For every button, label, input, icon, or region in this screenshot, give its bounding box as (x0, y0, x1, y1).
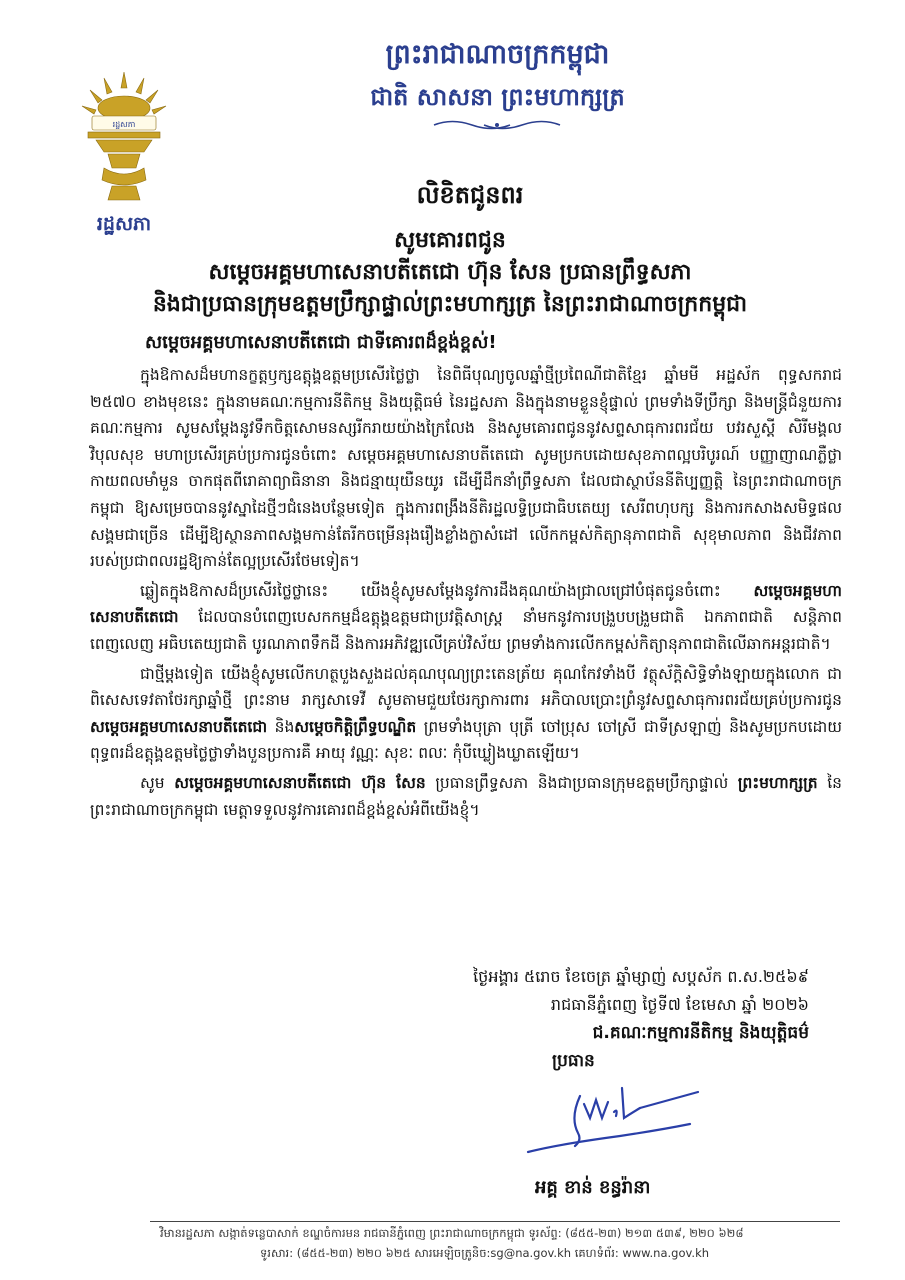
footer-address: វិមានរដ្ឋសភា សង្កាត់ទន្លេបាសាក់ ខណ្ឌចំការមន រាជធានីភ្នំពេញ ព្រះរាជាណាចក្រកម្ពុជា ទូរស័ព្ទ: (៨៥៥-២៣) ២១៣ ៥៣៩, ២២០ ៦២៨ (160, 1226, 744, 1240)
p2-honorific: សម្ដេចអគ្គមហាសេនាបតីតេជោ (90, 581, 842, 627)
p3-honorific-2: សម្ដេចកិត្តិព្រឹទ្ធបណ្ឌិត (294, 717, 417, 736)
footer-divider (150, 1221, 840, 1222)
seal-inner-text: រដ្ឋសភា (112, 120, 136, 129)
national-motto: ជាតិ សាសនា ព្រះមហាក្សត្រ (370, 83, 625, 111)
place-date: រាជធានីភ្នំពេញ ថ្ងៃទី៧ ខែមេសា ឆ្នាំ ២០២៦ (550, 995, 809, 1014)
p3-honorific-1: សម្ដេចអគ្គមហាសេនាបតីតេជោ (90, 717, 268, 736)
p4-text-end: នៃព្រះរាជាណាចក្រកម្ពុជា មេត្តាទទួលនូវការគោរពដ៏ខ្ពង់ខ្ពស់អំពីយើងខ្ញុំ។ (90, 773, 842, 819)
address-line-2: សម្ដេចអគ្គមហាសេនាបតីតេជោ ហ៊ុន សែន ប្រធានព្រឹទ្ធសភា (208, 260, 692, 285)
p3-conj: និង (274, 717, 295, 736)
paragraph-4 (90, 770, 842, 823)
paragraph-1: ក្នុងឱកាសដ៏មហានក្ខត្តឫក្សឧត្តុង្គឧត្តមប្រសើរថ្លៃថ្លា នៃពិធីបុណ្យចូលឆ្នាំថ្មីប្រពៃណីជាតិខ្មែរ ឆ្នាំមមី អដ្ឋស័ក ពុទ្ធសករាជ ២៥៧០ ខាងមុខនេះ ក្នុងនាមគណៈកម្មការនីតិកម្ម និងយុត្តិធម៌ នៃរដ្ឋសភា និងក្នុងនាមខ្លួនខ្ញុំផ្ទាល់ ព្រមទាំងទីប្រឹក្សា និងមន្ត្រីជំនួយការគណៈកម្មការ សូមសម្ដែងនូវទឹកចិត្តសោមនស្សរីករាយយ៉ាងក្រៃលែង និងសូមគោរពជូននូវសព្ទសាធុការពរជ័យ បវរសួស្ដី សិរីមង្គល វិបុលសុខ មហាប្រសើរគ្រប់ប្រការជូនចំពោះ សម្ដេចអគ្គមហាសេនាបតីតេជោ សូមប្រកបដោយសុខភាពល្អបរិបូរណ៍ បញ្ញាញាណភ្លឺថ្លាកាយពលមាំមួន ចាកផុតពីរោគាព្យាធិនានា និងជន្មាយុយឺនយូរ ដើម្បីដឹកនាំព្រឹទ្ធសភា ដែលជាស្ថាប័ននីតិប្បញ្ញត្តិ នៃព្រះរាជាណាចក្រកម្ពុជា ឱ្យសម្រេចបាននូវស្នាដៃថ្មីៗជំនេងបន្ថែមទៀត ក្នុងការពង្រឹងនីតិរដ្ឋលទ្ធិប្រជាធិបតេយ្យ សេរីពហុបក្ស និងការកសាងសមិទ្ធផលសង្គមជាច្រើន ដើម្បីឱ្យស្ថានភាពសង្គមកាន់តែរីកចម្រើនរុងរឿងខ្លាំងក្លាសំដៅ លើកកម្ពស់កិត្យានុភាពជាតិ សុខុមាលភាព និងជីវភាពរបស់ប្រជាពលរដ្ឋឱ្យកាន់តែល្អប្រសើរថែមទៀត។ (90, 366, 842, 571)
lunar-date: ថ្ងៃអង្គារ ៥រោច ខែចេត្រ ឆ្នាំម្សាញ់ សប្តស័ក ព.ស.២៥៦៩ (473, 967, 809, 986)
handwritten-signature-icon (520, 1078, 720, 1168)
committee-name: ជ.គណៈកម្មការនីតិកម្ម និងយុត្តិធម៌ (592, 1023, 809, 1043)
p3-text: ជាថ្មីម្ដងទៀត យើងខ្ញុំសូមលើកហត្ថបួងសួងដល់គុណបុណ្យព្រះតេនត្រ័យ គុណកែវទាំងបី វត្ថុស័ក្តិសិទ្ធិទាំងឡាយក្នុងលោក ជាពិសេសទេវតាថែរក្សាឆ្នាំថ្មី ព្រះនាម រាក្សសាទេវី សូមតាមជួយថែរក្សាការពារ អភិបាលប្រោះព្រំនូវសព្ទសាធុការពរជ័យគ្រប់ប្រការជូន (90, 664, 842, 710)
paragraph-3 (90, 661, 842, 767)
address-line-3: និងជាប្រធានក្រុមឧត្ដមប្រឹក្សាផ្ទាល់ព្រះមហាក្សត្រ នៃព្រះរាជាណាចក្រកម្ពុជា (152, 292, 748, 317)
seal-label: រដ្ឋសភា (96, 213, 152, 235)
signer-role: ប្រធាន (552, 1051, 595, 1071)
p4-king: ព្រះមហាក្សត្រ (737, 773, 818, 792)
footer-contact: ទូរសារ: (៨៥៥-២៣) ២២០ ៦២៥ សារអេឡិចត្រូនិច:sg@na.gov.kh គេហទំព័រ: www.na.gov.kh (260, 1246, 710, 1260)
p2-text: ឆ្លៀតក្នុងឱកាសដ៏ប្រសើរថ្លៃថ្លានេះ យើងខ្ញុំសូមសម្ដែងនូវការដឹងគុណយ៉ាងជ្រាលជ្រៅបំផុតជូនចំពោះ (140, 581, 721, 600)
ornament-divider (432, 118, 562, 132)
paragraph-2 (90, 578, 842, 658)
kingdom-title: ព្រះរាជាណាចក្រកម្ពុជា (385, 39, 610, 70)
address-line-1: សូមគោរពជូន (394, 228, 506, 253)
signer-name: អគ្គ ខាន់ ខន្ធរ៉ានា (535, 1177, 651, 1198)
p2-text-cont: ដែលបានបំពេញបេសកកម្មដ៏ឧត្តុង្គឧត្តមជាប្រវត្តិសាស្ត្រ នាំមកនូវការបង្រួបបង្រួមជាតិ ឯកភាពជាតិ សន្តិភាពពេញលេញ អធិបតេយ្យជាតិ បូរណភាពទឹកដី និងការអភិវឌ្ឍលើគ្រប់វិស័យ ព្រមទាំងការលើកកម្ពស់កិត្យានុភាពជាតិលើឆាកអន្តរជាតិ។ (90, 608, 842, 653)
salutation: សម្ដេចអគ្គមហាសេនាបតីតេជោ ជាទីគោរពដ៏ខ្ពង់ខ្ពស់! (145, 332, 497, 353)
letter-title: លិខិតជូនពរ (416, 181, 524, 209)
letter-body (90, 362, 842, 826)
p3-text-cont: ព្រមទាំងបុត្រា បុត្រី ចៅប្រុស ចៅស្រី ជាទីស្រឡាញ់ និងសូមប្រកបដោយពុទ្ធពរដ៏ឧត្តុង្គឧត្តមថ្លៃថ្លាទាំងបួនប្រការគឺ អាយុ វណ្ណៈ សុខៈ ពលៈ កុំបីឃ្លៀងឃ្លាតឡើយ។ (90, 717, 842, 763)
p4-text: សូម (140, 773, 165, 792)
p4-text-mid: ប្រធានព្រឹទ្ធសភា និងជាប្រធានក្រុមឧត្ដមប្រឹក្សាផ្ទាល់ (435, 773, 729, 792)
p4-honorific: សម្ដេចអគ្គមហាសេនាបតីតេជោ ហ៊ុន សែន (174, 773, 426, 792)
